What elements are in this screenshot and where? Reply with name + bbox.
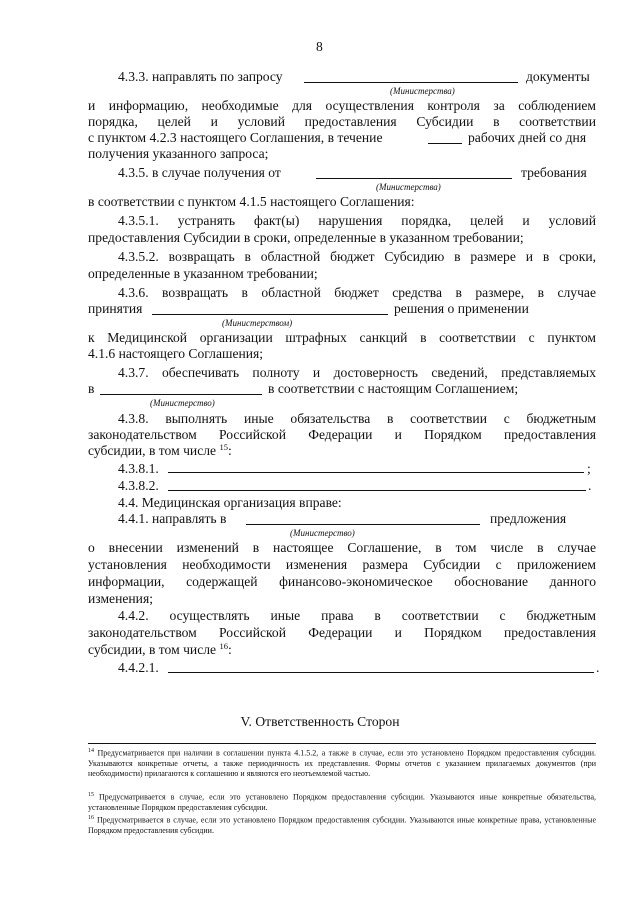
caption-ministry: (Министерства) (376, 182, 441, 192)
clause-4-3-8-line3 (88, 442, 232, 459)
clause-4-3-5-line1-end: требования (521, 165, 587, 180)
blank-ministry-field (100, 394, 262, 395)
footnote-ref-16: 16 (219, 641, 228, 651)
clause-4-3-3-line1-start: 4.3.3. направлять по запросу (118, 69, 283, 84)
clause-4-3-8-2-label: 4.3.8.2. (118, 478, 159, 493)
clause-4-4-2-line3 (88, 641, 232, 658)
clause-4-3-3-line4-end: рабочих дней со дня (468, 130, 587, 145)
clause-4-3-7-line2-start: в (88, 381, 95, 396)
clause-4-4-1-line1-end: предложения (490, 511, 567, 526)
footnote-separator (88, 743, 596, 744)
clause-4-4-1-line3: установления необходимости изменения размера Субсидии с приложением (88, 557, 596, 572)
clause-4-3-3-line1-end: документы (526, 69, 590, 84)
clause-4-3-5-line2: в соответствии с пунктом 4.1.5 настоящего Соглашения: (88, 194, 415, 209)
footnote-number: 15 (88, 792, 94, 798)
clause-4-3-8-line3-colon: : (227, 443, 232, 458)
caption-ministry: (Министерство) (290, 528, 355, 538)
footnote-ref-15: 15 (219, 442, 228, 452)
clause-4-3-3-line4-start: с пунктом 4.2.3 настоящего Соглашения, в течение (88, 130, 383, 145)
clause-4-4-2-line3-colon: : (227, 642, 232, 657)
blank-ministry-field (152, 314, 388, 315)
footnote-number: 16 (88, 815, 94, 821)
clause-4-4-1-line4: информации, содержащей финансово-экономическое обоснование данного (88, 574, 596, 589)
clause-4-3-6-line2-start: принятия (88, 301, 143, 316)
clause-4-3-5-2-line2: определенные в указанном требовании; (88, 266, 318, 281)
clause-4-4-2-line2: законодательством Российской Федерации и Порядком предоставления (88, 625, 596, 640)
clause-4-3-6-line2-end: решения о применении (394, 301, 529, 316)
clause-4-3-7-line2-end: в соответствии с настоящим Соглашением; (268, 381, 519, 396)
clause-4-3-7-line1: 4.3.7. обеспечивать полноту и достоверность сведений, представляемых (118, 365, 596, 380)
footnote-text: Предусматривается в случае, если это установлено Порядком предоставления субсидии. Указываются иные конкретные обязательства, установленные Порядком предоставления субсидии. (88, 792, 597, 812)
blank-obligation-2 (168, 490, 586, 491)
clause-4-3-3-line5: получения указанного запроса; (88, 146, 269, 161)
caption-ministry: (Министерством) (222, 318, 293, 328)
clause-4-3-5-1-line2: предоставления Субсидии в сроки, определенные в указанном требовании; (88, 230, 524, 245)
footnote-14 (88, 746, 596, 780)
clause-4-3-6-line1: 4.3.6. возвращать в областной бюджет средства в размере, в случае (118, 285, 596, 300)
clause-4-4-2-line1: 4.4.2. осуществлять иные права в соответствии с бюджетным (118, 608, 596, 623)
clause-4-3-8-line1: 4.3.8. выполнять иные обязательства в соответствии с бюджетным (118, 411, 596, 426)
clause-4-4-2-line3-text: субсидии, в том числе (88, 642, 217, 657)
blank-ministry-field (246, 524, 480, 525)
caption-ministry: (Министерство) (150, 398, 215, 408)
clause-4-3-8-line2: законодательством Российской Федерации и Порядком предоставления (88, 427, 596, 442)
clause-4-3-6-line4: 4.1.6 настоящего Соглашения; (88, 346, 264, 361)
clause-4-4-2-1-label: 4.4.2.1. (118, 660, 159, 675)
clause-4-4-1-line2: о внесении изменений в настоящее Соглашение, в том числе в случае (88, 540, 596, 555)
section-title: V. Ответственность Сторон (240, 714, 400, 729)
blank-ministry-field (304, 82, 518, 83)
footnote-number: 14 (88, 748, 94, 754)
blank-obligation-1 (168, 472, 584, 473)
clause-4-3-8-line3-text: субсидии, в том числе (88, 443, 217, 458)
footnote-15 (88, 790, 596, 813)
clause-4-3-5-line1-start: 4.3.5. в случае получения от (118, 165, 281, 180)
caption-ministry: (Министерства) (390, 86, 455, 96)
blank-days-field (428, 143, 462, 144)
blank-right-1 (168, 672, 594, 673)
clause-4-3-5-1-line1: 4.3.5.1. устранять факт(ы) нарушения порядка, целей и условий (118, 213, 596, 228)
clause-4-4-1-line5: изменения; (88, 591, 153, 606)
footnote-16 (88, 813, 596, 836)
clause-4-3-3-line2: и информацию, необходимые для осуществления контроля за соблюдением (88, 98, 596, 113)
clause-4-3-3-line3: порядка, целей и условий предоставления Субсидии в соответствии (88, 114, 596, 129)
clause-4-3-8-2-end: . (588, 478, 592, 493)
page-number: 8 (316, 39, 323, 54)
footnote-text: Предусматривается в случае, если это установлено Порядком предоставления субсидии. Указываются иные конкретные права, установленные Порядком предоставления субсидии. (88, 815, 597, 835)
clause-4-4-1-line1-start: 4.4.1. направлять в (118, 511, 227, 526)
clause-4-4: 4.4. Медицинская организация вправе: (118, 495, 342, 510)
clause-4-4-2-1-end: . (596, 660, 600, 675)
clause-4-3-8-1-label: 4.3.8.1. (118, 461, 159, 476)
footnote-text: Предусматривается при наличии в соглашении пункта 4.1.5.2, а также в случае, если это установлено Порядком предоставления субсидии. Указываются конкретные отчеты, а также периодичность их представления. Формы отчетов с указанием прилагаемых документов (при необходимости) прилагаются к соглашению и являются его неотъемлемой частью. (88, 748, 597, 779)
clause-4-3-5-2-line1: 4.3.5.2. возвращать в областной бюджет Субсидию в размере и в сроки, (118, 249, 596, 264)
clause-4-3-6-line3: к Медицинской организации штрафных санкций в соответствии с пунктом (88, 330, 596, 345)
blank-ministry-field (316, 178, 512, 179)
clause-4-3-8-1-end: ; (587, 461, 591, 476)
